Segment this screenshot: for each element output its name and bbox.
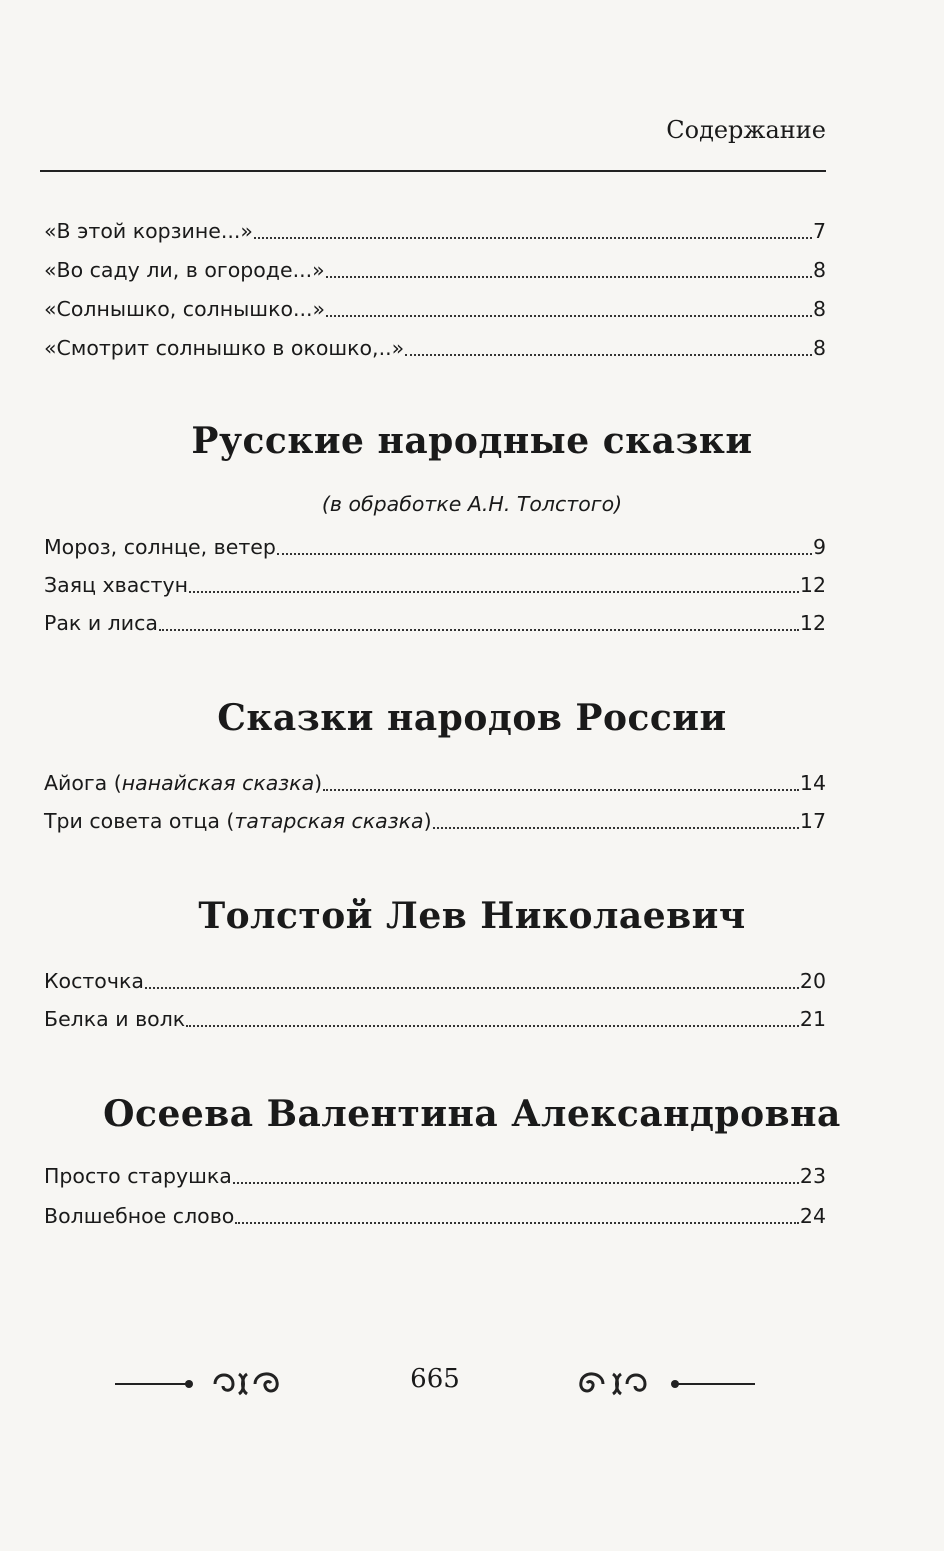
entry-page: 20 [799, 969, 826, 993]
entry-page: 8 [812, 336, 826, 360]
toc-entry[interactable] [44, 255, 826, 285]
leader-dots [233, 1182, 799, 1184]
leader-dots [277, 553, 812, 555]
running-head: Содержание [666, 116, 826, 144]
entry-title: Мороз, солнце, ветер [44, 535, 276, 559]
entry-page: 12 [799, 611, 826, 635]
page-footer [0, 1360, 944, 1410]
entry-page: 7 [812, 219, 826, 243]
entry-page: 17 [799, 809, 826, 833]
leader-dots [159, 629, 799, 631]
entry-title: Три совета отца (татарская сказка) [44, 809, 432, 833]
toc-entry[interactable] [44, 570, 826, 600]
entry-page: 9 [812, 535, 826, 559]
toc-entry[interactable] [44, 1161, 826, 1191]
toc-entry[interactable] [44, 806, 826, 836]
leader-dots [186, 1025, 799, 1027]
entry-title: «Смотрит солнышко в окошко,..» [44, 336, 405, 360]
entry-page: 14 [799, 771, 826, 795]
section-heading: Осеева Валентина Александровна [103, 1093, 841, 1135]
header-rule [40, 170, 826, 172]
toc-entry[interactable] [44, 333, 826, 363]
right-ornament-icon [565, 1364, 765, 1404]
entry-page: 8 [812, 297, 826, 321]
toc-entry[interactable] [44, 1004, 826, 1034]
entry-title: «Во саду ли, в огороде...» [44, 258, 325, 282]
entry-page: 12 [799, 573, 826, 597]
entry-title: Рак и лиса [44, 611, 158, 635]
leader-dots [254, 237, 812, 239]
entry-title: Косточка [44, 969, 144, 993]
section-heading: Сказки народов России [217, 697, 727, 739]
leader-dots [145, 987, 799, 989]
entry-page: 24 [799, 1204, 826, 1228]
toc-entry[interactable] [44, 216, 826, 246]
leader-dots [323, 789, 799, 791]
toc-entry[interactable] [44, 768, 826, 798]
section-heading: Толстой Лев Николаевич [198, 895, 746, 937]
toc-entry[interactable] [44, 608, 826, 638]
leader-dots [326, 276, 812, 278]
entry-title: «Солнышко, солнышко...» [44, 297, 326, 321]
toc-entry[interactable] [44, 294, 826, 324]
entry-note: нанайская сказка [121, 771, 315, 795]
entry-title: Айога (нанайская сказка) [44, 771, 323, 795]
entry-title: «В этой корзине...» [44, 219, 253, 243]
entry-title: Белка и волк [44, 1007, 186, 1031]
toc-entry[interactable] [44, 1201, 826, 1231]
leader-dots [433, 827, 799, 829]
toc-entry[interactable] [44, 966, 826, 996]
leader-dots [189, 591, 799, 593]
entry-title: Заяц хвастун [44, 573, 189, 597]
leader-dots [235, 1222, 799, 1224]
entry-page: 8 [812, 258, 826, 282]
entry-title: Просто старушка [44, 1164, 232, 1188]
section-heading: Русские народные сказки [191, 420, 753, 462]
entry-note: татарская сказка [234, 809, 424, 833]
entry-page: 21 [799, 1007, 826, 1031]
entry-title: Волшебное слово [44, 1204, 235, 1228]
entry-page: 23 [799, 1164, 826, 1188]
page-number: 665 [410, 1364, 460, 1394]
leader-dots [326, 315, 812, 317]
leader-dots [405, 354, 812, 356]
section-subheading: (в обработке А.Н. Толстого) [321, 492, 623, 516]
toc-entry[interactable] [44, 532, 826, 562]
